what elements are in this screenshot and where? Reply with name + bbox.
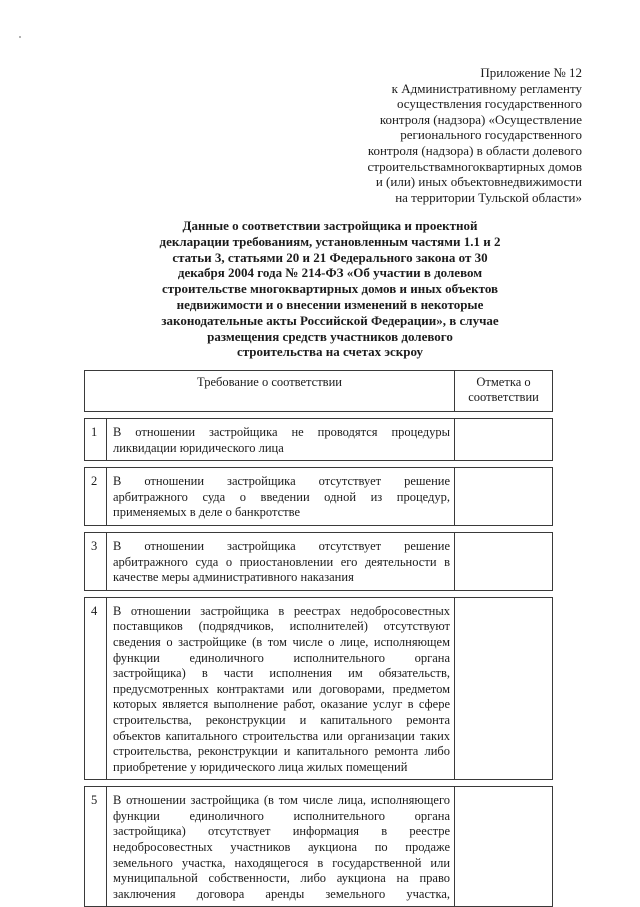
row-number: 5 (85, 787, 107, 907)
requirement-line: поставщиков (подрядчиков, исполнителей) отсутствуют (113, 619, 451, 634)
requirement-line: функции единоличного исполнительного органа (113, 808, 451, 823)
row-number: 4 (85, 597, 107, 780)
title-line: статьи 3, статьями 20 и 21 Федерального закона от 30 (172, 249, 488, 265)
row-mark-cell[interactable] (455, 532, 553, 590)
appendix-line: и (или) иных объектовнедвижимости (375, 174, 582, 190)
appendix-line: осуществления государственного (396, 96, 582, 112)
header-requirement: Требование о соответствии (85, 371, 455, 412)
requirement-line: недобросовестных участников аукциона по продаже (113, 840, 451, 855)
row-mark-cell[interactable] (455, 419, 553, 461)
requirement-line: приобретение у юридического лица жилых помещений (113, 759, 408, 774)
requirement-line: заключения договора аренды земельного участка, (113, 886, 451, 901)
appendix-line: контроля (надзора) в области долевого (367, 142, 582, 158)
table-header-row (85, 371, 553, 412)
row-number: 2 (85, 468, 107, 526)
requirement-line: В отношении застройщика в реестрах недобросовестных (113, 603, 451, 618)
table-gap (85, 412, 553, 419)
requirement-line: В отношении застройщика отсутствует решение (113, 538, 451, 553)
row-requirement (107, 787, 455, 907)
requirement-line: качестве меры административного наказания (113, 570, 354, 585)
requirement-line: арбитражного суда о введении одной из процедур, (113, 489, 451, 504)
title-line: строительства на счетах эскроу (236, 344, 424, 360)
row-mark-cell[interactable] (455, 787, 553, 907)
appendix-header (262, 65, 582, 205)
row-number: 1 (85, 419, 107, 461)
header-mark-line: Отметка о (476, 375, 531, 389)
appendix-line: регионального государственного (400, 127, 582, 143)
title-line: недвижимости и о внесении изменений в некоторые (176, 296, 484, 312)
requirement-line: строительства, реконструкции и капитального ремонта либо (113, 744, 451, 759)
row-mark-cell[interactable] (455, 597, 553, 780)
requirement-line: ликвидации юридического лица (113, 440, 284, 455)
title-line: декабря 2004 года № 214-ФЗ «Об участии в долевом (177, 265, 483, 281)
requirement-line: объектов капитального строительства или организации таких (113, 728, 451, 743)
requirement-line: муниципальной собственности, либо аукциона на право (113, 871, 451, 886)
appendix-line: на территории Тульской области» (395, 189, 582, 205)
title-line: размещения средств участников долевого (207, 328, 453, 344)
requirement-line: которых является выполнение работ, оказание услуг в сфере (113, 697, 451, 712)
table-row (85, 787, 553, 907)
title-line: декларации требованиям, установленным частями 1.1 и 2 (159, 233, 501, 249)
requirement-line: застройщика) отсутствует информация в реестре (113, 824, 451, 839)
requirement-line: В отношении застройщика отсутствует решение (113, 474, 451, 489)
table-gap (85, 461, 553, 468)
document-title (140, 218, 520, 360)
compliance-table (84, 370, 553, 907)
row-requirement (107, 597, 455, 780)
requirement-line: строительства, реконструкции и капитального ремонта (113, 712, 451, 727)
row-requirement (107, 468, 455, 526)
row-requirement (107, 419, 455, 461)
table-row (85, 419, 553, 461)
appendix-line: к Административному регламенту (391, 80, 582, 96)
requirement-line: арбитражного суда о приостановлении его деятельности в (113, 554, 451, 569)
appendix-line: Приложение № 12 (480, 65, 582, 80)
requirement-line: сведения о застройщике (в том числе о лице, исполняющем (113, 634, 451, 649)
table-gap (85, 780, 553, 787)
requirement-line: предусмотренных контрактами или договорами, предметом (113, 681, 451, 696)
requirement-line: В отношении застройщика (в том числе лица, исполняющего (113, 793, 451, 808)
table-row (85, 597, 553, 780)
scan-speck (19, 36, 21, 38)
requirement-line: применяемых в деле о банкротстве (113, 505, 300, 520)
table-gap (85, 590, 553, 597)
requirement-line: застройщика) в части исполнения им обязательств, (113, 666, 451, 681)
table-row (85, 532, 553, 590)
requirement-line: функции единоличного исполнительного органа (113, 650, 451, 665)
row-mark-cell[interactable] (455, 468, 553, 526)
title-line: законодательные акты Российской Федерации», в случае (161, 312, 499, 328)
row-number: 3 (85, 532, 107, 590)
title-line: строительстве многоквартирных домов и иных объектов (161, 281, 499, 297)
table-row (85, 468, 553, 526)
appendix-line: строительствамногоквартирных домов (367, 158, 582, 174)
header-mark-line: соответствии (468, 390, 539, 404)
table-gap (85, 525, 553, 532)
row-requirement (107, 532, 455, 590)
appendix-line: контроля (надзора) «Осуществление (379, 111, 582, 127)
title-line: Данные о соответствии застройщика и проектной (182, 218, 478, 233)
requirement-line: В отношении застройщика не проводятся процедуры (113, 425, 451, 439)
header-mark (455, 371, 553, 412)
requirement-line: земельного участка, находящегося в государственной или (113, 855, 451, 870)
